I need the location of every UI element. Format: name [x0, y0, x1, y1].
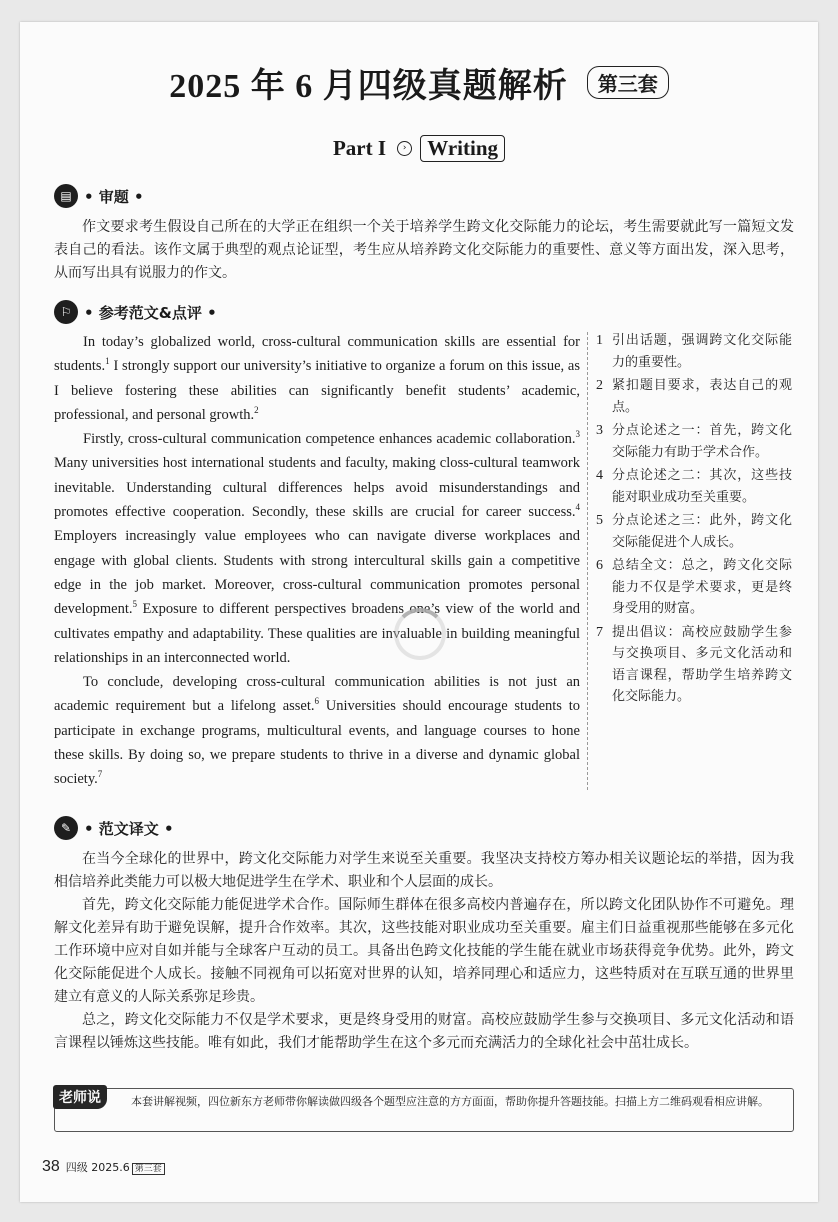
- note-item: [596, 330, 792, 373]
- footer-text: 四级 2025.6: [65, 1161, 130, 1174]
- essay-sentence: I strongly support our university’s initiative to organize a forum on this issue, as I believe fostering these abilities can significantly benefit students’ academic, professional, and personal growth.: [54, 358, 580, 423]
- note-text: 分点论述之二：其次，这些技能对职业成功至关重要。: [612, 468, 792, 505]
- note-number: 1: [596, 333, 603, 348]
- note-number: 4: [596, 468, 603, 483]
- teacher-note-box: [54, 1088, 794, 1132]
- note-item: [596, 622, 792, 708]
- note-number: 3: [596, 423, 603, 438]
- pen-icon: ✎: [54, 816, 78, 840]
- note-text: 提出倡议：高校应鼓励学生参与交换项目、多元文化活动和语言课程，帮助学生培养跨文化交际能力。: [612, 624, 792, 704]
- part-name: Writing: [420, 135, 505, 162]
- page-title: 2025 年 6 月四级真题解析: [169, 68, 568, 105]
- essay-sentence: In today’s globalized world, cross-cultural communication skills are essential for students.: [54, 334, 580, 375]
- part-number: Part I: [332, 136, 387, 160]
- essay-paragraph-1: [54, 330, 580, 427]
- note-marker: 7: [97, 769, 103, 780]
- translation-text-block: [54, 848, 794, 1055]
- note-text: 紧扣题目要求，表达自己的观点。: [612, 378, 792, 415]
- teacher-tag: 老师说: [53, 1085, 107, 1109]
- page-number: 38: [42, 1158, 60, 1175]
- note-marker: 2: [254, 405, 259, 416]
- note-marker: 5: [132, 599, 138, 610]
- essay-paragraph-3: [54, 670, 580, 791]
- part-heading: [20, 135, 818, 162]
- note-item: [596, 510, 792, 553]
- analysis-paragraph: 作文要求考生假设自己所在的大学正在组织一个关于培养学生跨文化交际能力的论坛，考生需要就此写一篇短文发表自己的看法。该作文属于典型的观点论证型，考生应从培养跨文化交际能力的重要性、意义等方面出发，深入思考，从而写出具有说服力的作文。: [54, 219, 794, 281]
- footer-set-badge: 第三套: [132, 1163, 165, 1175]
- note-number: 5: [596, 513, 603, 528]
- translation-paragraph-2: 首先，跨文化交际能力能促进学术合作。国际师生群体在很多高校内普遍存在，所以跨文化团队协作不可避免。理解文化差异有助于避免误解，提升合作效率。其次，这些技能对职业成功至关重要。雇主们日益重视那些能够在多元化工作环境中应对自如并能与全球客户互动的员工。具备出色跨文化技能的学生能在就业市场获得竞争优势。此外，跨文化交际能促进个人成长。接触不同视角可以拓宽对世界的认知，培养同理心和适应力，这些特质对在互联互通的世界里建立有意义的人际关系弥足珍贵。: [54, 897, 794, 1005]
- column-divider: [587, 332, 588, 790]
- note-text: 分点论述之一：首先，跨文化交际能力有助于学术合作。: [612, 423, 792, 460]
- essay-column: [54, 330, 580, 792]
- commentary-notes: [596, 330, 792, 710]
- set-badge: 第三套: [587, 66, 669, 99]
- essay-sentence: Firstly, cross-cultural communication competence enhances academic collaboration.: [83, 431, 576, 448]
- section-title: • 参考范文&点评 •: [84, 304, 217, 322]
- flag-icon: ⚐: [54, 300, 78, 324]
- translation-paragraph-3: 总之，跨文化交际能力不仅是学术要求，更是终身受用的财富。高校应鼓励学生参与交换项目、多元文化活动和语言课程以锤炼这些技能。唯有如此，我们才能帮助学生在这个多元而充满活力的全球化社会中茁壮成长。: [54, 1012, 794, 1051]
- note-marker: 6: [314, 696, 320, 707]
- section-title: • 审题 •: [84, 188, 144, 206]
- note-marker: 4: [575, 502, 580, 513]
- essay-sentence: Exposure to different perspectives broadens one’s view of the world and cultivates empathy and adaptability. These qualities are invaluable in building meaningful relationships in an interconnected world.: [54, 601, 580, 666]
- page: [20, 22, 818, 1202]
- note-number: 2: [596, 378, 603, 393]
- chevron-right-icon: ›: [397, 141, 412, 156]
- essay-sentence: Employers increasingly value employees who can navigate diverse workplaces and engage with global clients. Students with strong intercultural skills gain a competitive edge in the job market. Moreover, cross-cultural communication promotes personal development.: [54, 528, 580, 618]
- note-item: [596, 555, 792, 620]
- essay-sentence: Universities should encourage students to participate in exchange programs, multicultural events, and language courses to hone these skills. By doing so, we prepare students to thrive in a diverse and dynamic global society.: [54, 698, 580, 788]
- analysis-text-block: [54, 216, 794, 285]
- title-row: [20, 58, 818, 107]
- note-item: [596, 465, 792, 508]
- note-text: 总结全文：总之，跨文化交际能力不仅是学术要求，更是终身受用的财富。: [612, 558, 792, 616]
- note-text: 分点论述之三：此外，跨文化交际能促进个人成长。: [612, 513, 792, 550]
- note-text: 引出话题，强调跨文化交际能力的重要性。: [612, 333, 792, 370]
- translation-paragraph-1: 在当今全球化的世界中，跨文化交际能力对学生来说至关重要。我坚决支持校方筹办相关议题论坛的举措，因为我相信培养此类能力可以极大地促进学生在学术、职业和个人层面的成长。: [54, 851, 794, 890]
- section-title: • 范文译文 •: [84, 820, 174, 838]
- page-footer: [42, 1158, 165, 1176]
- note-marker: 1: [105, 356, 110, 367]
- document-icon: ▤: [54, 184, 78, 208]
- note-number: 6: [596, 558, 603, 573]
- teacher-note-text: 本套讲解视频，四位新东方老师带你解读做四级各个题型应注意的方方面面，帮助你提升答题技能。扫描上方二维码观看相应讲解。: [131, 1095, 769, 1108]
- essay-sentence: Many universities host international students and faculty, making closs-cultural teamwork inevitable. Understanding cultural differences helps avoid misunderstandings and promotes effective cooperation. Secondly, these skills are crucial for career success.: [54, 455, 580, 521]
- note-marker: 3: [575, 429, 580, 440]
- note-item: [596, 375, 792, 418]
- essay-paragraph-2: [54, 427, 580, 670]
- note-number: 7: [596, 624, 603, 640]
- essay-sentence: To conclude, developing cross-cultural communication abilities is not just an academic requirement but a lifelong asset.: [54, 674, 580, 715]
- note-item: [596, 420, 792, 463]
- loading-spinner-icon: [394, 608, 446, 660]
